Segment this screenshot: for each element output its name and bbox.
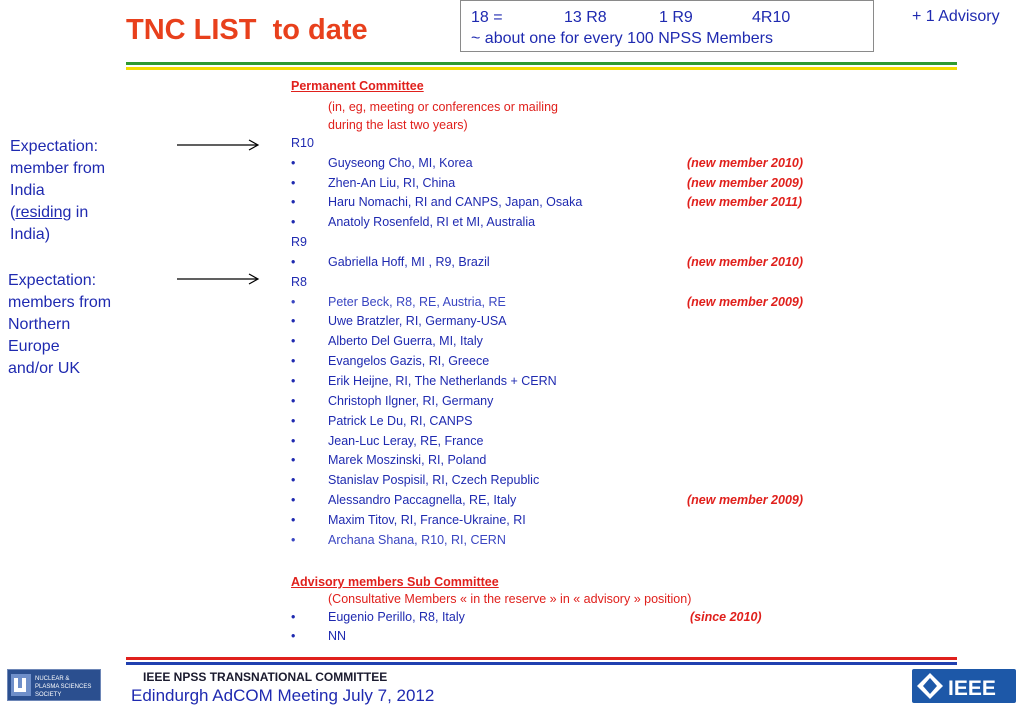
npss-logo-text: SOCIETY <box>35 692 62 698</box>
member-name: Uwe Bratzler, RI, Germany-USA <box>328 314 507 329</box>
bullet-icon: • <box>291 453 296 468</box>
footer-meeting: Edindurgh AdCOM Meeting July 7, 2012 <box>131 686 435 705</box>
bullet-icon: • <box>291 393 296 408</box>
npss-logo-text: NUCLEAR & <box>35 676 70 682</box>
ieee-logo-text: IEEE <box>948 677 996 700</box>
r10-members <box>291 154 831 233</box>
r8-members <box>291 293 831 551</box>
member-name: Haru Nomachi, RI and CANPS, Japan, Osaka <box>328 195 583 210</box>
bullet-icon: • <box>291 609 296 624</box>
list-item <box>291 253 831 273</box>
bullet-icon: • <box>291 413 296 428</box>
member-name: Alberto Del Guerra, MI, Italy <box>328 334 483 349</box>
member-name: Christoph Ilgner, RI, Germany <box>328 393 494 408</box>
advisory-note-text: (Consultative Members « in the reserve » in « advisory » position) <box>328 591 692 606</box>
summary-total: 18 = <box>471 9 503 26</box>
member-note: (new member 2009) <box>687 175 804 190</box>
bullet-icon: • <box>291 433 296 448</box>
permanent-note <box>291 97 831 134</box>
member-name: NN <box>328 629 347 644</box>
member-name: Gabriella Hoff, MI , R9, Brazil <box>328 254 490 269</box>
list-item <box>291 332 831 352</box>
permanent-heading: Permanent Committee <box>291 79 424 93</box>
advisory-note <box>291 590 831 608</box>
bullet-icon: • <box>291 294 296 309</box>
callout-europe-line: Expectation: <box>8 272 97 289</box>
member-note: (new member 2010) <box>687 254 804 269</box>
list-item <box>291 154 831 174</box>
callout-europe-line: members from <box>8 294 112 311</box>
bullet-icon: • <box>291 254 296 269</box>
list-item <box>291 312 831 332</box>
list-item <box>291 531 831 551</box>
list-item <box>291 471 831 491</box>
list-item <box>291 392 831 412</box>
bullet-icon: • <box>291 334 296 349</box>
list-item <box>291 174 831 194</box>
summary-r8: 13 R8 <box>564 9 607 26</box>
bullet-icon: • <box>291 629 296 644</box>
callout-india-line: member from <box>10 160 106 177</box>
ieee-diamond-icon <box>912 669 1016 703</box>
list-item <box>291 372 831 392</box>
member-name: Jean-Luc Leray, RE, France <box>328 433 484 448</box>
top-rule-yellow <box>126 67 957 70</box>
list-item <box>291 627 831 647</box>
summary-advisory: + 1 Advisory <box>912 8 1000 25</box>
summary-ratio: ~ about one for every 100 NPSS Members <box>471 30 773 47</box>
member-name: Patrick Le Du, RI, CANPS <box>328 413 473 428</box>
callout-europe-line: Northern <box>8 316 71 333</box>
member-name: Maxim Titov, RI, France-Ukraine, RI <box>328 512 526 527</box>
summary-r10: 4R10 <box>752 9 791 26</box>
callout-europe <box>8 270 111 380</box>
bullet-icon: • <box>291 155 296 170</box>
list-item <box>291 412 831 432</box>
bullet-icon: • <box>291 493 296 508</box>
arrow-europe-icon <box>177 272 263 286</box>
callout-europe-line: Europe <box>8 338 60 355</box>
member-note: (new member 2009) <box>687 493 804 508</box>
npss-logo <box>7 669 101 701</box>
summary-box <box>460 0 874 52</box>
r9-members <box>291 253 831 273</box>
list-item <box>291 432 831 452</box>
region-label-r10: R10 <box>291 135 314 150</box>
member-name: Guyseong Cho, MI, Korea <box>328 155 473 170</box>
member-name: Eugenio Perillo, R8, Italy <box>328 609 465 624</box>
permanent-note-line: (in, eg, meeting or conferences or mailing <box>328 99 558 114</box>
bullet-icon: • <box>291 195 296 210</box>
callout-india-line <box>10 202 105 224</box>
member-name: Marek Moszinski, RI, Poland <box>328 453 487 468</box>
summary-r9: 1 R9 <box>659 9 693 26</box>
member-note: (since 2010) <box>690 609 762 624</box>
summary-counts <box>471 7 873 28</box>
permanent-note-line: during the last two years) <box>328 117 468 132</box>
callout-india-line: Expectation: <box>10 138 99 155</box>
arrow-india-icon <box>177 138 263 152</box>
member-name: Erik Heijne, RI, The Netherlands + CERN <box>328 373 557 388</box>
callout-india <box>10 136 105 246</box>
member-name: Evangelos Gazis, RI, Greece <box>328 354 490 369</box>
member-note: (new member 2011) <box>687 195 803 210</box>
ieee-logo <box>912 669 1016 703</box>
footer-rule-red <box>126 657 957 660</box>
npss-emblem-icon <box>8 670 100 700</box>
top-rule-green <box>126 62 957 65</box>
advisory-heading: Advisory members Sub Committee <box>291 574 499 589</box>
bullet-icon: • <box>291 373 296 388</box>
footer-org: IEEE NPSS TRANSNATIONAL COMMITTEE <box>143 670 388 684</box>
callout-india-line: India <box>10 182 45 199</box>
callout-in: in <box>71 204 89 221</box>
advisory-members <box>291 608 831 648</box>
bullet-icon: • <box>291 314 296 329</box>
member-note: (new member 2009) <box>687 294 804 309</box>
list-item <box>291 213 831 233</box>
list-item <box>291 293 831 313</box>
bullet-icon: • <box>291 473 296 488</box>
member-name: Zhen-An Liu, RI, China <box>328 175 456 190</box>
callout-india-line: India) <box>10 226 51 243</box>
list-item <box>291 451 831 471</box>
list-item <box>291 608 831 628</box>
region-label-r8: R8 <box>291 274 307 289</box>
bullet-icon: • <box>291 215 296 230</box>
list-item <box>291 511 831 531</box>
member-name: Alessandro Paccagnella, RE, Italy <box>328 493 517 508</box>
bullet-icon: • <box>291 354 296 369</box>
member-name: Anatoly Rosenfeld, RI et MI, Australia <box>328 215 536 230</box>
member-name: Stanislav Pospisil, RI, Czech Republic <box>328 473 540 488</box>
member-name: Archana Shana, R10, RI, CERN <box>328 532 506 547</box>
page-title: TNC LIST to date <box>126 14 368 46</box>
list-item <box>291 491 831 511</box>
callout-paren: ( <box>10 204 16 221</box>
region-label-r9: R9 <box>291 235 307 250</box>
callout-europe-line: and/or UK <box>8 360 81 377</box>
npss-logo-text: PLASMA SCIENCES <box>35 684 92 690</box>
callout-residing: residing <box>15 204 72 221</box>
footer-rule-blue <box>126 662 957 665</box>
member-name: Peter Beck, R8, RE, Austria, RE <box>328 294 506 309</box>
list-item <box>291 193 831 213</box>
bullet-icon: • <box>291 175 296 190</box>
member-list <box>291 77 831 647</box>
list-item <box>291 352 831 372</box>
bullet-icon: • <box>291 512 296 527</box>
bullet-icon: • <box>291 532 296 547</box>
member-note: (new member 2010) <box>687 155 804 170</box>
